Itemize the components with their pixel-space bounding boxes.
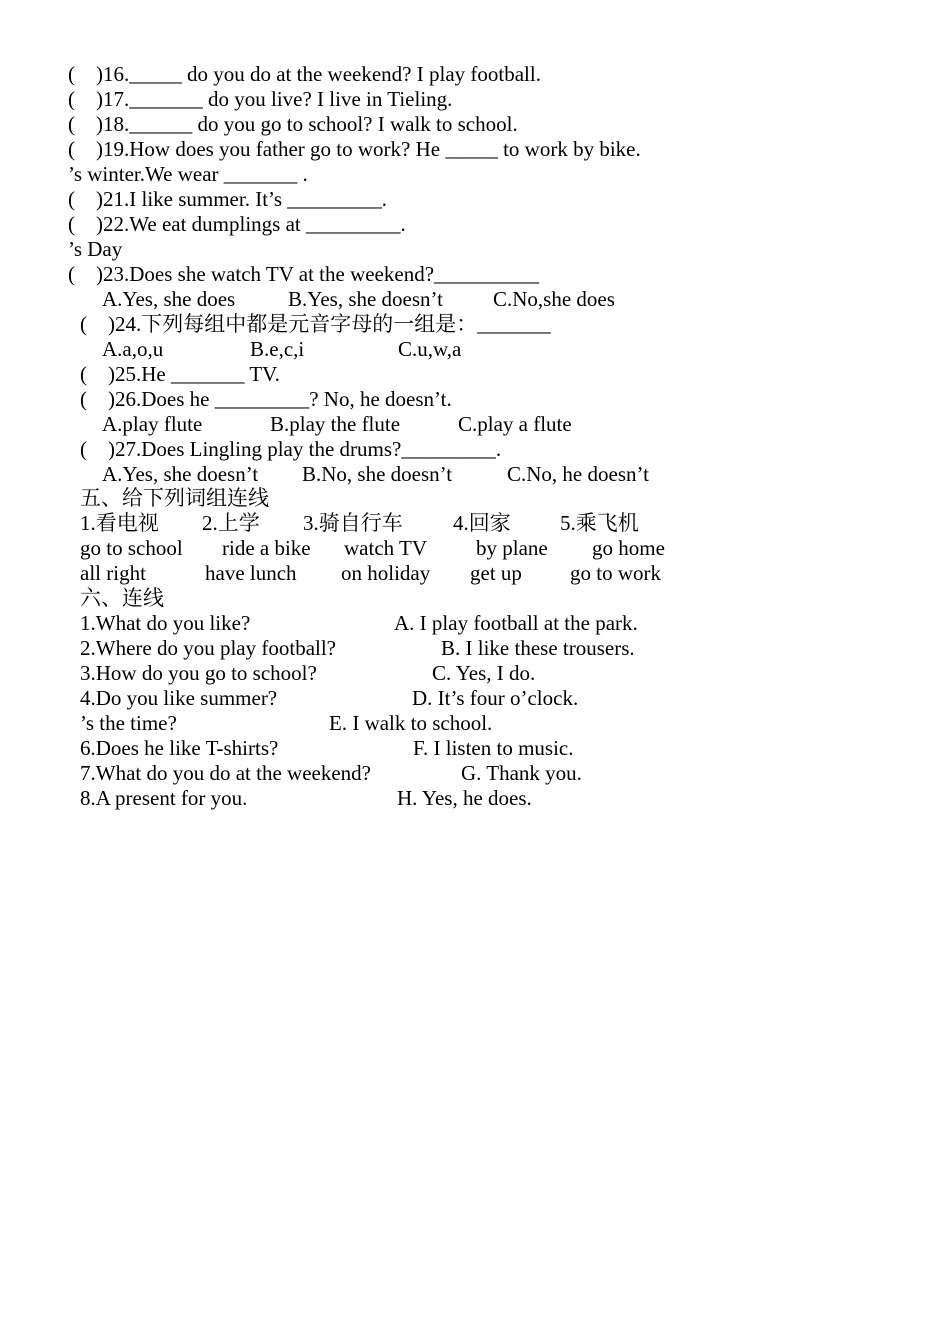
section-6-heading: 六、连线 <box>80 586 164 610</box>
phrase-item: 4.回家 <box>453 511 511 535</box>
question-18: ( )18.______ do you go to school? I walk to school. <box>68 112 518 136</box>
question-19: ( )19.How does you father go to work? He _____ to work by bike. <box>68 137 641 161</box>
phrase-item: 1.看电视 <box>80 511 159 535</box>
match-left-item: 8.A present for you. <box>80 786 248 810</box>
match-right-item: A. I play football at the park. <box>394 611 638 635</box>
option-a: A.play flute <box>102 412 203 436</box>
question-27: ( )27.Does Lingling play the drums?_________. <box>80 437 502 461</box>
option-c: C.play a flute <box>458 412 572 436</box>
match-right-item: E. I walk to school. <box>329 711 493 735</box>
match-left-item: 7.What do you do at the weekend? <box>80 761 371 785</box>
question-16: ( )16._____ do you do at the weekend? I play football. <box>68 62 541 86</box>
match-left-item: 2.Where do you play football? <box>80 636 336 660</box>
question-24: ( )24.下列每组中都是元音字母的一组是：_______ <box>80 312 551 336</box>
phrase-item: go home <box>592 536 665 560</box>
option-c: C.No,she does <box>493 287 615 311</box>
option-b: B.No, she doesn’t <box>302 462 453 486</box>
match-left-item: 6.Does he like T-shirts? <box>80 736 279 760</box>
phrase-item: by plane <box>476 536 548 560</box>
phrase-item: on holiday <box>341 561 431 585</box>
question-21: ( )21.I like summer. It’s _________. <box>68 187 388 211</box>
phrase-item: watch TV <box>344 536 428 560</box>
phrase-item: get up <box>470 561 522 585</box>
phrase-item: all right <box>80 561 146 585</box>
option-b: B.e,c,i <box>250 337 305 361</box>
option-a: A.a,o,u <box>102 337 164 361</box>
match-right-item: G. Thank you. <box>461 761 582 785</box>
phrase-item: 2.上学 <box>202 511 260 535</box>
match-right-item: F. I listen to music. <box>413 736 574 760</box>
match-left-item: 1.What do you like? <box>80 611 251 635</box>
option-a: A.Yes, she doesn’t <box>102 462 259 486</box>
question-23: ( )23.Does she watch TV at the weekend?__________ <box>68 262 540 286</box>
question-22-continuation: ’s Day <box>68 237 123 261</box>
match-right-item: D. It’s four o’clock. <box>412 686 579 710</box>
question-25: ( )25.He _______ TV. <box>80 362 280 386</box>
phrase-item: 5.乘飞机 <box>560 511 639 535</box>
phrase-item: have lunch <box>205 561 297 585</box>
match-left-item: ’s the time? <box>80 711 177 735</box>
option-a: A.Yes, she does <box>102 287 236 311</box>
phrase-item: go to school <box>80 536 183 560</box>
option-c: C.No, he doesn’t <box>507 462 649 486</box>
phrase-item: go to work <box>570 561 661 585</box>
phrase-item: 3.骑自行车 <box>303 511 403 535</box>
match-left-item: 4.Do you like summer? <box>80 686 278 710</box>
match-right-item: H. Yes, he does. <box>397 786 532 810</box>
question-20: ’s winter.We wear _______ . <box>68 162 308 186</box>
match-right-item: B. I like these trousers. <box>441 636 635 660</box>
option-b: B.Yes, she doesn’t <box>288 287 443 311</box>
question-17: ( )17._______ do you live? I live in Tieling. <box>68 87 453 111</box>
option-c: C.u,w,a <box>398 337 462 361</box>
section-5-heading: 五、给下列词组连线 <box>80 486 269 510</box>
question-26: ( )26.Does he _________? No, he doesn’t. <box>80 387 452 411</box>
match-right-item: C. Yes, I do. <box>432 661 536 685</box>
phrase-item: ride a bike <box>222 536 311 560</box>
question-22: ( )22.We eat dumplings at _________. <box>68 212 406 236</box>
option-b: B.play the flute <box>270 412 401 436</box>
match-left-item: 3.How do you go to school? <box>80 661 317 685</box>
